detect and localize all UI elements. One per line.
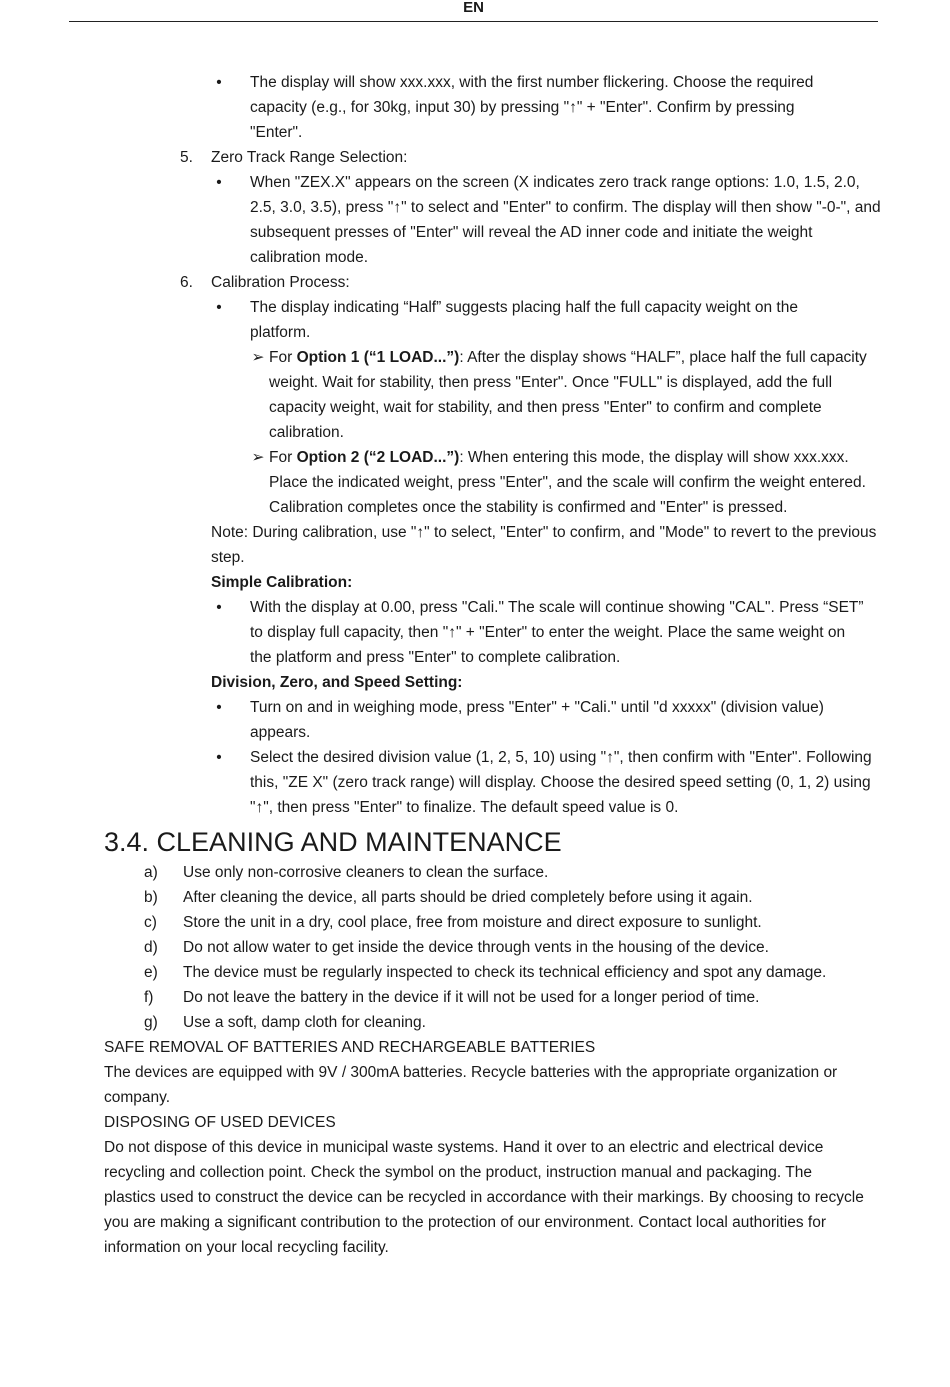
step-number: 6.: [180, 274, 193, 291]
step-5: [180, 145, 950, 170]
disposal-text: Do not dispose of this device in municipal waste systems. Hand it over to an electric and electrical device recycling and collection point. Check the symbol on the product, instruction manual and packaging. The plastics used to construct the device can be recycled in accordance with their markings. By choosing to recycle you are making a significant contribution to the protection of our environment. Contact local authorities for information on your local recycling facility.: [104, 1139, 864, 1256]
list-item: • With the display at 0.00, press "Cali." The scale will continue showing "CAL". Press “SET” to display full capacity, then "↑" + "Enter" to enter the weight. Place the same weight on the platform and press "Enter" to complete calibration.: [250, 595, 868, 670]
list-item: d) Do not allow water to get inside the device through vents in the housing of the device.: [144, 939, 769, 956]
step-number: 5.: [180, 149, 193, 166]
page-header-lang: EN: [69, 0, 878, 22]
bullet-icon: •: [216, 174, 222, 191]
batteries-heading: SAFE REMOVAL OF BATTERIES AND RECHARGEABLE BATTERIES: [104, 1039, 596, 1056]
list-item: g) Use a soft, damp cloth for cleaning.: [144, 1014, 426, 1031]
step-title: Zero Track Range Selection:: [211, 149, 408, 166]
list-item: • The display indicating “Half” suggests placing half the full capacity weight on the platform.: [250, 295, 840, 345]
document-body: [0, 70, 950, 1260]
disposal-heading: DISPOSING OF USED DEVICES: [104, 1114, 336, 1131]
list-item: a) Use only non-corrosive cleaners to clean the surface.: [144, 864, 549, 881]
list-item: • Select the desired division value (1, 2, 5, 10) using "↑", then confirm with "Enter". Following this, "ZE X" (zero track range) will display. Choose the desired speed setting (0, 1, 2) using "↑", then press "Enter" to finalize. The default speed value is 0.: [250, 745, 872, 820]
division-heading: Division, Zero, and Speed Setting:: [211, 674, 463, 691]
bullet-icon: •: [216, 599, 222, 616]
list-item: • When "ZEX.X" appears on the screen (X indicates zero track range options: 1.0, 1.5, 2.0, 2.5, 3.0, 3.5), press "↑" to select and "Enter" to confirm. The display will then show "-0-", and subsequent presses of "Enter" will reveal the AD inner code and initiate the weight calibration mode.: [250, 170, 882, 270]
bullet-icon: •: [216, 699, 222, 716]
step-title: Calibration Process:: [211, 274, 350, 291]
section-heading-row: [0, 820, 950, 860]
option-item: ➢ For Option 1 (“1 LOAD...”): After the display shows “HALF”, place half the full capacity weight. Wait for stability, then press "Enter". Once "FULL" is displayed, add the full capacity weight, wait for stability, and then press "Enter" to confirm and complete calibration.: [269, 345, 877, 445]
step-6: [180, 270, 950, 295]
batteries-text: The devices are equipped with 9V / 300mA batteries. Recycle batteries with the appropriate organization or company.: [104, 1064, 838, 1106]
calibration-note: Note: During calibration, use "↑" to select, "Enter" to confirm, and "Mode" to revert to the previous step.: [211, 524, 877, 566]
list-item: c) Store the unit in a dry, cool place, free from moisture and direct exposure to sunlight.: [144, 914, 762, 931]
bullet-icon: •: [216, 299, 222, 316]
list-item: e) The device must be regularly inspected to check its technical efficiency and spot any damage.: [144, 964, 827, 981]
bullet-icon: •: [216, 74, 222, 91]
arrow-bullet-icon: ➢: [251, 449, 265, 466]
list-item: • Turn on and in weighing mode, press "Enter" + "Cali." until "d xxxxx" (division value) appears.: [250, 695, 868, 745]
list-item: f) Do not leave the battery in the device if it will not be used for a longer period of time.: [144, 989, 760, 1006]
section-title: 3.4. CLEANING AND MAINTENANCE: [104, 827, 562, 857]
list-item: • The display will show xxx.xxx, with the first number flickering. Choose the required capacity (e.g., for 30kg, input 30) by pressing "↑" + "Enter". Confirm by pressing "Enter".: [250, 70, 840, 145]
simple-calibration-heading: Simple Calibration:: [211, 574, 353, 591]
option-item: ➢ For Option 2 (“2 LOAD...”): When entering this mode, the display will show xxx.xxx. Place the indicated weight, press "Enter", and the scale will confirm the weight entered. Calibration completes once the stability is confirmed and "Enter" is pressed.: [269, 445, 877, 520]
arrow-bullet-icon: ➢: [251, 349, 265, 366]
list-item: b) After cleaning the device, all parts should be dried completely before using it again.: [144, 889, 753, 906]
bullet-icon: •: [216, 749, 222, 766]
